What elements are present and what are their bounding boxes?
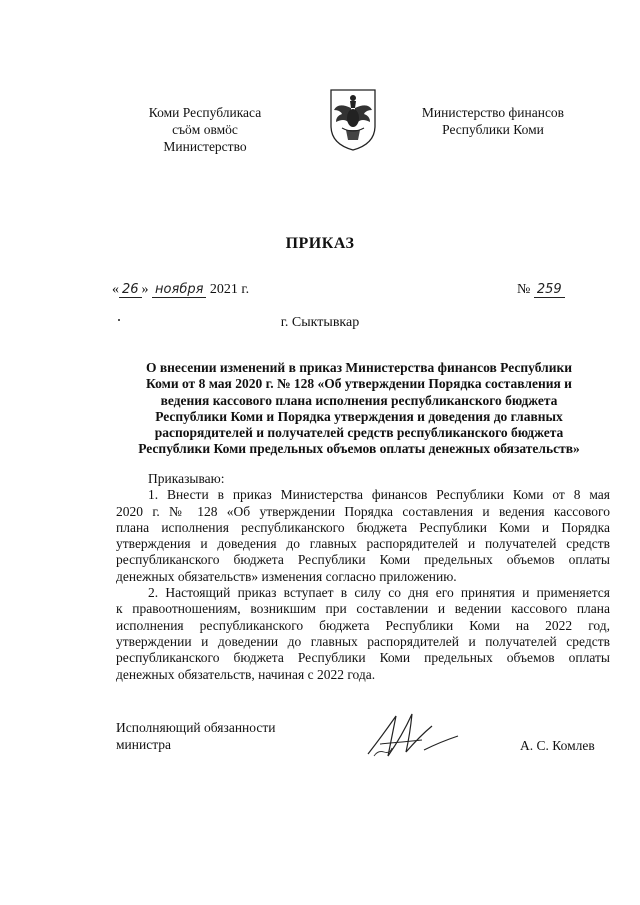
subject-line: ведения кассового плана исполнения республиканского бюджета [160,392,558,408]
order-word: Приказываю: [148,471,225,486]
subject-line: Республики Коми и Порядка утверждения и доведения до главных [155,408,563,424]
paragraph-2-line: республиканского бюджета Республики Коми предельных объемов оплаты [116,650,610,666]
subject-line: распорядителей и получателей средств республиканского бюджета [154,425,564,441]
date-day: 26 [119,283,142,298]
header-left-line: Министерство [163,139,247,154]
city: г. Сыктывкар [280,315,360,330]
role-line: министра [116,737,172,752]
header-right [408,104,578,138]
paragraph-1-line: утверждения и доведения до главных распорядителей и получателей средств [116,536,610,552]
signatory-role [116,719,275,753]
role-line: Исполняющий обязанности [116,720,276,735]
paragraph-2-line: утверждении и доведении до главных распорядителей и получателей средств [116,633,610,649]
order-date [112,282,249,298]
handwritten-signature [362,706,462,766]
header-right-line: Республики Коми [442,122,544,137]
order-subject [112,360,606,458]
paragraph-2-line: к правоотношениям, возникшим при составлении и ведении кассового плана [116,601,610,617]
header-left-line: Коми Республикаса [148,105,262,120]
date-open-quote: « [112,282,119,297]
subject-line: Республики Коми предельных объемов оплаты денежных обязательств» [138,441,580,457]
number-prefix: № [517,282,531,297]
subject-line: Коми от 8 мая 2020 г. № 128 «Об утверждении Порядка составления и [146,376,572,392]
date-month: ноября [152,283,206,298]
paragraph-2-line: 2. Настоящий приказ вступает в силу со дня его принятия и применяется [148,585,610,601]
header-left-line: съӧм овмӧс [172,122,238,137]
paragraph-1-line: денежных обязательств» изменения согласно приложению. [116,568,457,584]
paragraph-1-line: 2020 г. № 128 «Об утверждении Порядка составления и ведения кассового [116,503,610,519]
paragraph-2-line: исполнения республиканского бюджета Республики Коми на 2022 год, [116,617,610,633]
paragraph-1-line: республиканского бюджета Республики Коми предельных объемов оплаты [116,552,610,568]
order-body [116,471,610,683]
date-close-quote: » [141,282,149,297]
date-year: 2021 г. [209,282,250,297]
komi-coat-of-arms-icon [328,88,378,152]
paragraph-2-line: денежных обязательств, начиная с 2022 года. [116,666,376,682]
number-value: 259 [534,283,565,298]
subject-line: О внесении изменений в приказ Министерства финансов Республики [145,360,573,375]
document-title: ПРИКАЗ [285,235,355,252]
header-left [120,104,290,155]
order-number [517,282,565,298]
paragraph-1-line: 1. Внести в приказ Министерства финансов Республики Коми от 8 мая [148,487,610,503]
paragraph-1-line: плана исполнения республиканского бюджета Республики Коми и Порядка [116,519,610,535]
signer-name: А. С. Комлев [520,738,595,753]
header-right-line: Министерство финансов [421,105,565,120]
